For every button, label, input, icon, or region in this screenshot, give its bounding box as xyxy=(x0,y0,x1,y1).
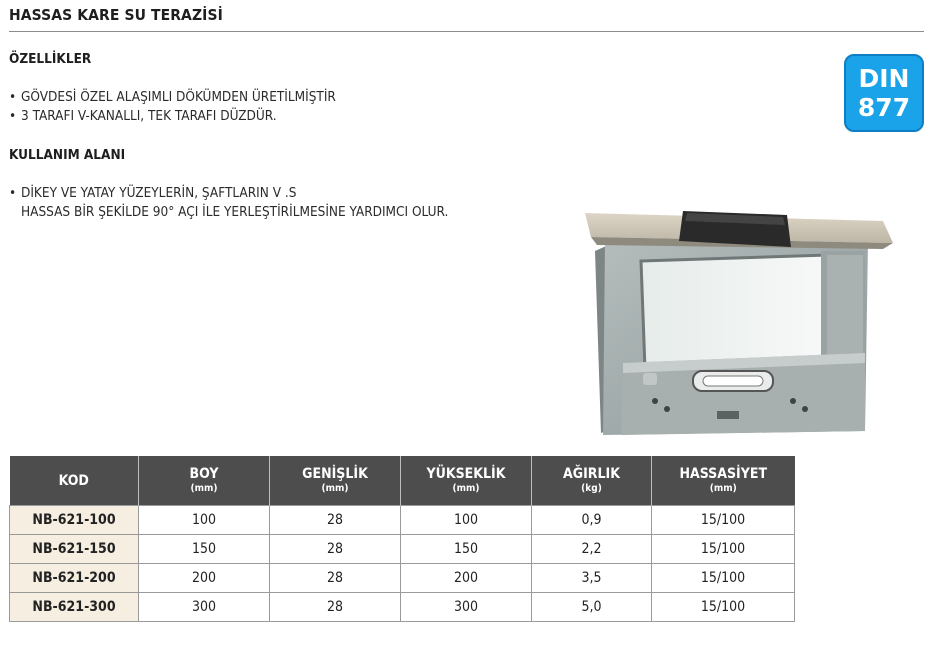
cell-yukseklik: 300 xyxy=(401,593,532,622)
cell-agirlik: 2,2 xyxy=(532,535,652,564)
din-badge-line2: 877 xyxy=(857,93,911,122)
feature-item xyxy=(9,89,336,105)
cell-hassasiyet: 15/100 xyxy=(652,593,795,622)
table-row xyxy=(10,535,795,564)
features-heading: ÖZELLİKLER xyxy=(9,51,92,67)
feature-text: GÖVDESİ ÖZEL ALAŞIMLI DÖKÜMDEN ÜRETİLMİŞTİR xyxy=(21,89,336,105)
cell-boy: 300 xyxy=(139,593,270,622)
usage-item xyxy=(9,185,296,201)
cell-agirlik: 5,0 xyxy=(532,593,652,622)
square-spirit-level-image xyxy=(583,203,897,438)
table-header-row xyxy=(10,456,795,506)
header-agirlik: AĞIRLIK (kg) xyxy=(532,456,652,506)
cell-agirlik: 0,9 xyxy=(532,506,652,535)
table-row xyxy=(10,593,795,622)
cell-hassasiyet: 15/100 xyxy=(652,506,795,535)
cell-boy: 150 xyxy=(139,535,270,564)
header-kod: KOD xyxy=(10,456,139,506)
header-boy: BOY (mm) xyxy=(139,456,270,506)
page-title: HASSAS KARE SU TERAZİSİ xyxy=(9,6,223,24)
header-genislik: GENİŞLİK (mm) xyxy=(270,456,401,506)
cell-boy: 100 xyxy=(139,506,270,535)
usage-item-continued xyxy=(9,204,448,220)
cell-yukseklik: 200 xyxy=(401,564,532,593)
cell-agirlik: 3,5 xyxy=(532,564,652,593)
title-divider xyxy=(9,31,924,32)
bullet: • xyxy=(9,185,17,201)
cell-genislik: 28 xyxy=(270,564,401,593)
usage-heading: KULLANIM ALANI xyxy=(9,147,126,163)
cell-yukseklik: 150 xyxy=(401,535,532,564)
cell-hassasiyet: 15/100 xyxy=(652,564,795,593)
cell-yukseklik: 100 xyxy=(401,506,532,535)
cell-genislik: 28 xyxy=(270,535,401,564)
cell-hassasiyet: 15/100 xyxy=(652,535,795,564)
cell-kod: NB-621-300 xyxy=(10,593,139,622)
din-badge xyxy=(844,54,924,132)
table-row xyxy=(10,564,795,593)
header-yukseklik: YÜKSEKLİK (mm) xyxy=(401,456,532,506)
header-hassasiyet: HASSASİYET (mm) xyxy=(652,456,795,506)
cell-genislik: 28 xyxy=(270,506,401,535)
feature-item xyxy=(9,108,277,124)
feature-text: 3 TARAFI V-KANALLI, TEK TARAFI DÜZDÜR. xyxy=(21,108,277,124)
cell-genislik: 28 xyxy=(270,593,401,622)
cell-boy: 200 xyxy=(139,564,270,593)
spec-table xyxy=(9,456,795,622)
usage-text: HASSAS BİR ŞEKİLDE 90° AÇI İLE YERLEŞTİRİLMESİNE YARDIMCI OLUR. xyxy=(21,204,449,220)
din-badge-line1: DIN xyxy=(858,64,910,93)
cell-kod: NB-621-100 xyxy=(10,506,139,535)
usage-text: DİKEY VE YATAY YÜZEYLERİN, ŞAFTLARIN V .S xyxy=(21,185,297,201)
cell-kod: NB-621-200 xyxy=(10,564,139,593)
table-row xyxy=(10,506,795,535)
bullet: • xyxy=(9,108,17,124)
cell-kod: NB-621-150 xyxy=(10,535,139,564)
bullet: • xyxy=(9,89,17,105)
